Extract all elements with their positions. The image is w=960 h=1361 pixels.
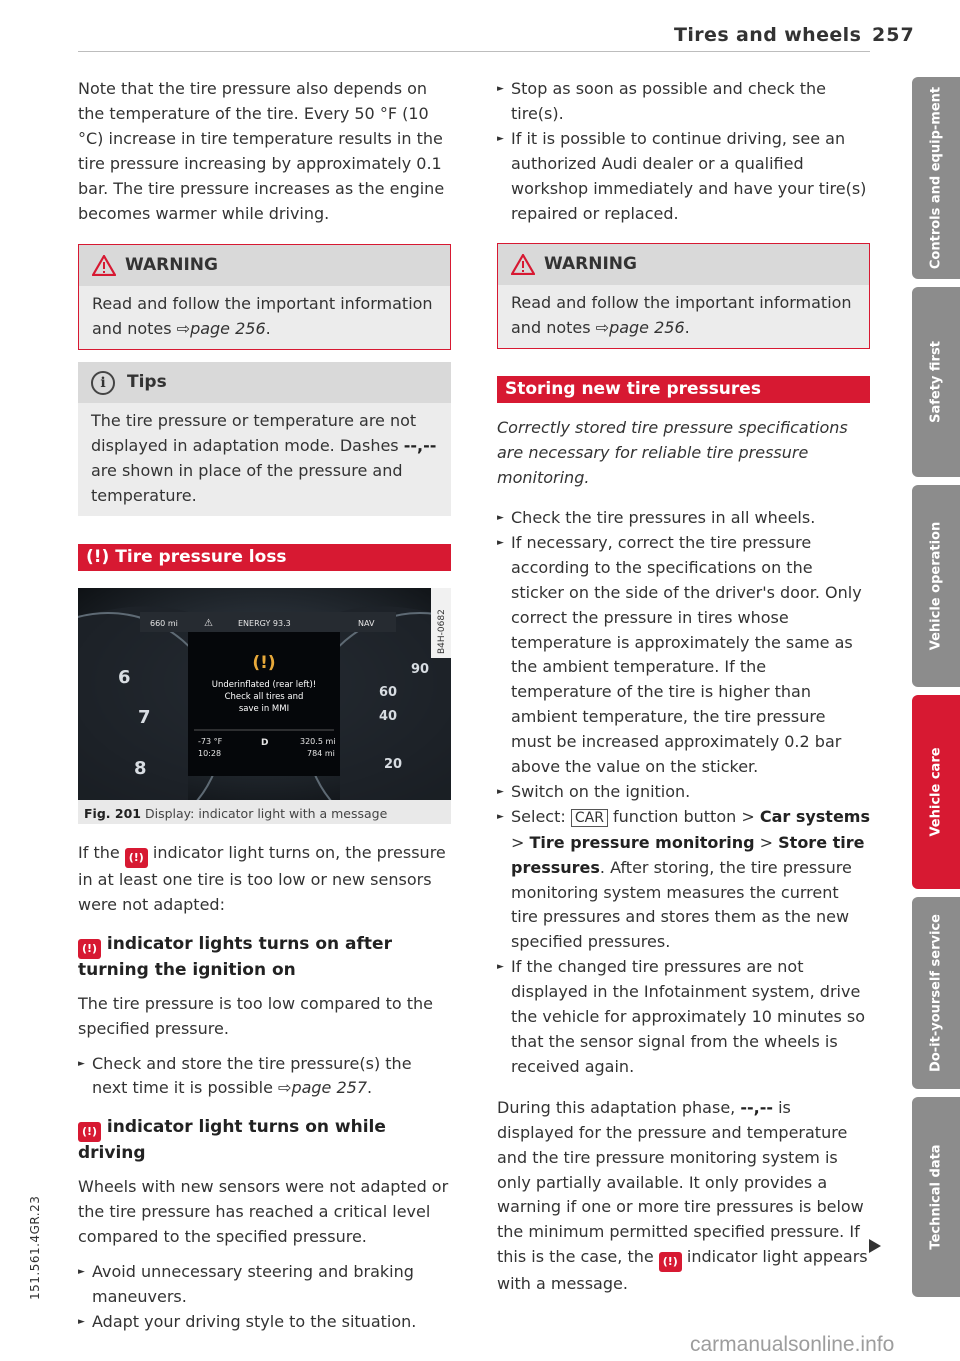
tab-controls-and-equipment[interactable]	[912, 77, 960, 279]
svg-text:20: 20	[384, 756, 403, 772]
subheading-ignition	[78, 933, 451, 982]
text: is displayed for the pressure and temperature and the tire pressure monitoring system is only partially available. It only provides a warning if one or more tire pressures is below the minimum permitted specified pressure. If this is the case, the	[497, 1097, 864, 1267]
bullet-avoid-steering: ► Avoid unnecessary steering and braking maneuvers.	[78, 1260, 451, 1310]
bullet-correct: ► If necessary, correct the tire pressure according to the specifications on the sticker on the side of the driver's door. Only correct the pressure in tires whose temperature is approximately the same as the ambient temperature. If the temperature of the tire is higher than ambient temperature, the tire pressure must be increased approximately 0.2 bar above the value on the sticker.	[497, 531, 870, 780]
bullet-adapt-driving: ► Adapt your driving style to the situation.	[78, 1310, 451, 1335]
svg-text:(!): (!)	[252, 652, 276, 673]
figure-caption-text: Display: indicator light with a message	[144, 805, 388, 821]
svg-text:8: 8	[134, 757, 147, 779]
subheading-driving	[78, 1116, 451, 1165]
chapter-title: Tires and wheels	[674, 24, 862, 46]
paragraph-adaptation	[497, 1096, 870, 1297]
bullet-ignition: ► Switch on the ignition.	[497, 780, 870, 805]
header-rule	[78, 51, 870, 52]
arrow-icon: ⇨	[278, 1078, 292, 1098]
figure-201	[78, 588, 451, 824]
tips-header	[78, 362, 451, 403]
cluster-message-3: save in MMI	[238, 703, 290, 714]
cluster-message-1: Underinflated (rear left)!	[211, 679, 317, 690]
tab-label: Controls and equip-ment	[928, 86, 944, 270]
bullet-check-pressures: ► Check the tire pressures in all wheels.	[497, 506, 870, 531]
tab-vehicle-operation[interactable]	[912, 485, 960, 687]
dashes: --,--	[740, 1097, 773, 1117]
tire-pressure-lamp-icon: (!)	[78, 1122, 101, 1142]
warning-box	[78, 244, 451, 350]
tire-pressure-icon: (!)	[86, 546, 110, 567]
text: . After storing, the tire pressure monitoring system measures the current tire pressures and stores them as the new specified pressures.	[511, 857, 852, 952]
tab-label: Do-it-yourself service	[928, 914, 944, 1072]
figure-caption	[84, 802, 387, 827]
tips-body	[78, 403, 451, 516]
cluster-gear: D	[261, 737, 269, 748]
svg-text:40: 40	[379, 708, 398, 724]
text: >	[754, 832, 779, 852]
instrument-cluster-image	[78, 588, 451, 800]
menu-car-systems[interactable]: Car systems	[759, 806, 870, 826]
continue-arrow-icon	[869, 1239, 881, 1253]
tab-label: Vehicle care	[928, 747, 944, 837]
text: indicator light appears with a message.	[497, 1247, 868, 1294]
warning-triangle-icon	[92, 255, 116, 276]
page-number: 257	[872, 24, 915, 46]
tips-text: The tire pressure or temperature are not displayed in adaptation mode. Dashes	[91, 411, 417, 456]
left-column	[78, 77, 451, 1335]
page-link[interactable]: page 257	[291, 1078, 368, 1098]
svg-text:6: 6	[118, 666, 131, 688]
tips-box	[78, 362, 451, 516]
tab-label: Vehicle operation	[928, 521, 944, 651]
warning-body	[79, 286, 450, 349]
right-column	[497, 77, 870, 1297]
warning-body	[498, 285, 869, 348]
warning-header	[79, 245, 450, 286]
tab-label: Safety first	[928, 341, 944, 423]
page-link[interactable]: page 256	[190, 319, 266, 339]
menu-store-tire-pressures[interactable]: Store tire pressures	[511, 832, 865, 877]
cluster-station: ENERGY 93.3	[238, 618, 291, 628]
bullet-check-store	[78, 1052, 451, 1102]
cluster-range: 660 mi	[150, 618, 178, 628]
text: If the	[78, 842, 125, 862]
bullet-stop: ► Stop as soon as possible and check the tire(s).	[497, 77, 870, 127]
text: Select:	[511, 806, 571, 826]
tips-text-end: are shown in place of the pressure and temperature.	[91, 461, 403, 505]
intro-text: Correctly stored tire pressure specifications are necessary for reliable tire pressure monitoring.	[497, 418, 848, 488]
menu-tire-pressure-monitoring[interactable]: Tire pressure monitoring	[529, 832, 755, 852]
document-code: 151.561.4GR.23	[28, 1195, 42, 1300]
cluster-nav: NAV	[358, 618, 375, 628]
warning-triangle-icon	[511, 254, 535, 275]
text: .	[367, 1078, 373, 1098]
warning-header	[498, 244, 869, 285]
warning-text-end: .	[265, 319, 271, 339]
warning-text: Read and follow the important information and notes	[92, 294, 433, 339]
text: >	[511, 832, 530, 852]
tire-pressure-lamp-icon: (!)	[659, 1252, 682, 1272]
cluster-time: 10:28	[198, 748, 222, 758]
car-key-label[interactable]: CAR	[571, 809, 608, 827]
arrow-icon: ⇨	[176, 319, 191, 339]
tire-pressure-lamp-icon: (!)	[78, 939, 101, 959]
cluster-odometer: 784 mi	[307, 748, 335, 758]
section-title: Tire pressure loss	[115, 546, 287, 567]
warning-text-end: .	[684, 318, 690, 338]
bullet-changed: ► If the changed tire pressures are not displayed in the Infotainment system, drive the vehicle for approximately 10 minutes so that the sensor signal from the wheels is received again.	[497, 955, 870, 1080]
info-icon: i	[91, 371, 115, 395]
intro-italic	[497, 416, 870, 491]
tips-title: Tips	[127, 372, 167, 393]
warning-title: WARNING	[125, 255, 218, 276]
intro-paragraph: Note that the tire pressure also depends on the temperature of the tire. Every 50 °F (10 °C) increase in tire temperature results in the tire pressure increasing by approximately 0.1 bar. The tire pressure increases as the engine becomes warmer while driving.	[78, 79, 445, 223]
dashes: --,--	[403, 436, 437, 456]
tab-do-it-yourself-service[interactable]	[912, 897, 960, 1089]
cluster-temp: -73 °F	[198, 736, 223, 746]
warning-box-right	[497, 243, 870, 349]
paragraph-new-sensors: Wheels with new sensors were not adapted or the tire pressure has reached a critical level compared to the specified pressure.	[78, 1177, 449, 1247]
page-link[interactable]: page 256	[609, 318, 685, 338]
warning-text: Read and follow the important information and notes	[511, 293, 852, 338]
cluster-message-2: Check all tires and	[224, 691, 304, 702]
bullet-continue: ► If it is possible to continue driving, see an authorized Audi dealer or a qualified workshop immediately and have your tire(s) repaired or replaced.	[497, 127, 870, 227]
tab-safety-first[interactable]	[912, 287, 960, 477]
figure-code: B4H-0682	[437, 609, 447, 654]
section-title: Storing new tire pressures	[505, 379, 761, 400]
section-heading-tire-pressure-loss	[78, 544, 451, 571]
bullet-select	[497, 805, 870, 955]
text: indicator light turns on, the pressure in at least one tire is too low or new sensors were not adapted:	[78, 842, 446, 914]
tire-pressure-lamp-icon: (!)	[125, 848, 148, 868]
text: function button >	[607, 806, 760, 826]
watermark: carmanualsonline.info	[690, 1333, 895, 1356]
figure-number: Fig. 201	[84, 805, 141, 821]
tab-technical-data[interactable]	[912, 1097, 960, 1297]
cluster-trip: 320.5 mi	[300, 736, 336, 746]
subheading-text: indicator light turns on while driving	[78, 1117, 386, 1164]
subheading-text: indicator lights turns on after turning the ignition on	[78, 933, 392, 980]
section-heading-storing	[497, 376, 870, 403]
arrow-icon: ⇨	[595, 318, 610, 338]
paragraph-too-low: The tire pressure is too low compared to the specified pressure.	[78, 993, 433, 1038]
svg-text:90: 90	[411, 661, 430, 677]
warning-title: WARNING	[544, 254, 637, 275]
svg-text:60: 60	[379, 684, 398, 700]
svg-text:⚠: ⚠	[204, 617, 213, 629]
if-indicator-paragraph	[78, 841, 451, 918]
svg-text:7: 7	[138, 706, 151, 728]
tab-vehicle-care[interactable]	[912, 695, 960, 889]
text: During this adaptation phase,	[497, 1097, 741, 1117]
tab-label: Technical data	[928, 1144, 944, 1250]
text: Check and store the tire pressure(s) the next time it is possible	[92, 1053, 412, 1098]
